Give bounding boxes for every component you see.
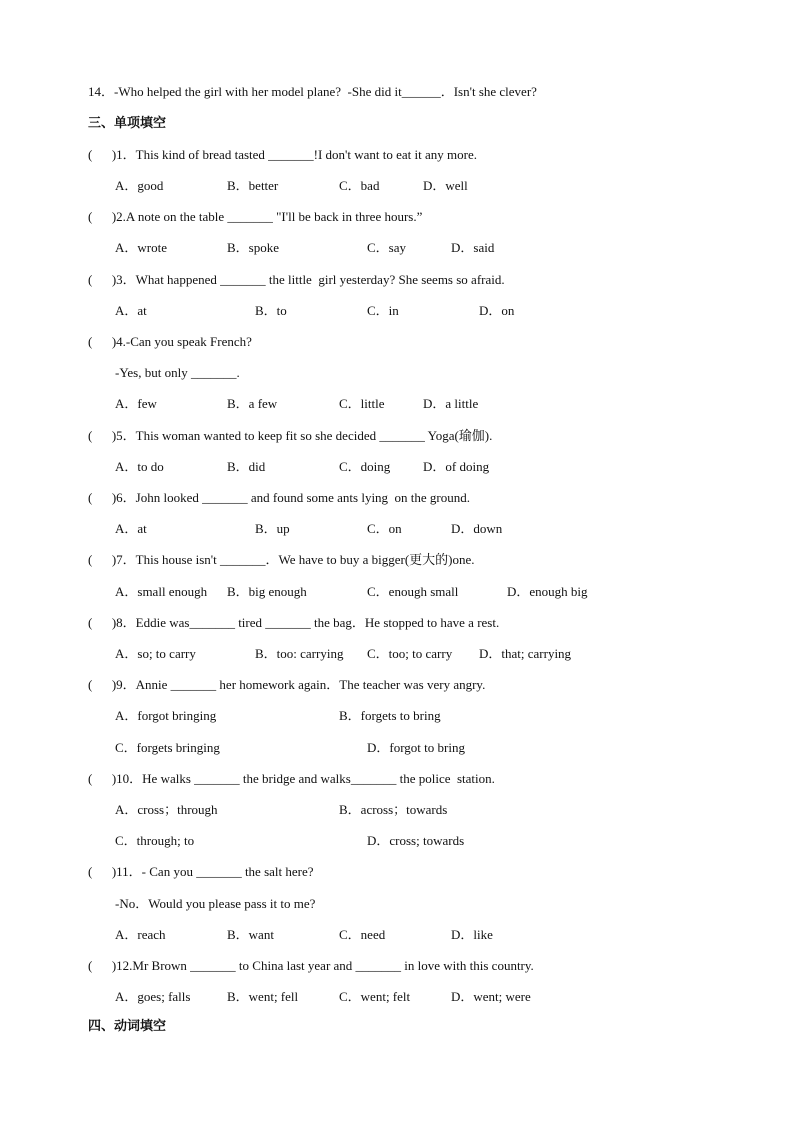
answer-option: A．forgot bringing <box>115 708 217 723</box>
answer-option: A．at <box>115 303 147 318</box>
answer-option: C．forgets bringing <box>115 740 220 755</box>
answer-option: C．doing <box>339 459 391 474</box>
answer-option: D．like <box>451 927 493 942</box>
answer-option: B．big enough <box>227 584 307 599</box>
question-14: 14．-Who helped the girl with her model plane? -She did it______．Isn't she clever? <box>88 84 537 99</box>
question-stem: ( )6．John looked _______ and found some ants lying on the ground. <box>88 490 471 505</box>
answer-option: B．across；towards <box>339 802 448 817</box>
answer-option: C．through; to <box>115 833 195 848</box>
question-stem: ( )4.-Can you speak French? <box>88 334 252 349</box>
question-stem: ( )7．This house isn't _______．We have to buy a bigger(更大的)one. <box>88 552 475 567</box>
answer-option: B．a few <box>227 396 278 411</box>
answer-option: A．good <box>115 178 164 193</box>
answer-option: B．better <box>227 178 279 193</box>
question-answer-line: -Yes, but only _______. <box>115 365 240 380</box>
answer-option: A．to do <box>115 459 164 474</box>
answer-option: D．forgot to bring <box>367 740 465 755</box>
question-stem: ( )2.A note on the table _______ "I'll be back in three hours.” <box>88 209 423 224</box>
question-stem: ( )8．Eddie was_______ tired _______ the bag．He stopped to have a rest. <box>88 615 500 630</box>
answer-option: A．so; to carry <box>115 646 196 661</box>
answer-option: A．wrote <box>115 240 167 255</box>
answer-option: B．went; fell <box>227 989 299 1004</box>
answer-option: B．did <box>227 459 266 474</box>
answer-option: D．that; carrying <box>479 646 572 661</box>
answer-option: B．too: carrying <box>255 646 344 661</box>
answer-option: C．bad <box>339 178 380 193</box>
answer-option: D．said <box>451 240 495 255</box>
answer-option: A．at <box>115 521 147 536</box>
answer-option: D．of doing <box>423 459 490 474</box>
answer-option: C．need <box>339 927 386 942</box>
question-stem: ( )5．This woman wanted to keep fit so she decided _______ Yoga(瑜伽). <box>88 428 493 443</box>
answer-option: D．well <box>423 178 468 193</box>
answer-option: A．reach <box>115 927 166 942</box>
answer-option: C．went; felt <box>339 989 411 1004</box>
answer-option: D．went; were <box>451 989 531 1004</box>
answer-option: A．goes; falls <box>115 989 191 1004</box>
question-stem: ( )10．He walks _______ the bridge and walks_______ the police station. <box>88 771 495 786</box>
answer-option: B．spoke <box>227 240 280 255</box>
question-stem: ( )9．Annie _______ her homework again．The teacher was very angry. <box>88 677 486 692</box>
answer-option: A．small enough <box>115 584 208 599</box>
answer-option: C．on <box>367 521 402 536</box>
question-stem: ( )3．What happened _______ the little girl yesterday? She seems so afraid. <box>88 272 505 287</box>
question-stem: ( )12.Mr Brown _______ to China last year and _______ in love with this country. <box>88 958 534 973</box>
answer-option: A．few <box>115 396 157 411</box>
answer-option: B．forgets to bring <box>339 708 441 723</box>
answer-option: D．enough big <box>507 584 588 599</box>
question-stem: ( )1．This kind of bread tasted _______!I don't want to eat it any more. <box>88 147 478 162</box>
answer-option: B．want <box>227 927 274 942</box>
answer-option: D．on <box>479 303 515 318</box>
answer-option: C．too; to carry <box>367 646 453 661</box>
answer-option: C．in <box>367 303 399 318</box>
section-4-title: 四、动词填空 <box>88 1019 167 1034</box>
answer-option: D．a little <box>423 396 479 411</box>
answer-option: D．down <box>451 521 503 536</box>
answer-option: C．say <box>367 240 407 255</box>
answer-option: A．cross；through <box>115 802 218 817</box>
answer-option: B．to <box>255 303 287 318</box>
question-stem: ( )11．- Can you _______ the salt here? <box>88 864 314 879</box>
answer-option: C．little <box>339 396 385 411</box>
answer-option: B．up <box>255 521 290 536</box>
section-3-title: 三、单项填空 <box>88 116 167 131</box>
question-answer-line: -No．Would you please pass it to me? <box>115 896 316 911</box>
answer-option: C．enough small <box>367 584 459 599</box>
answer-option: D．cross; towards <box>367 833 465 848</box>
